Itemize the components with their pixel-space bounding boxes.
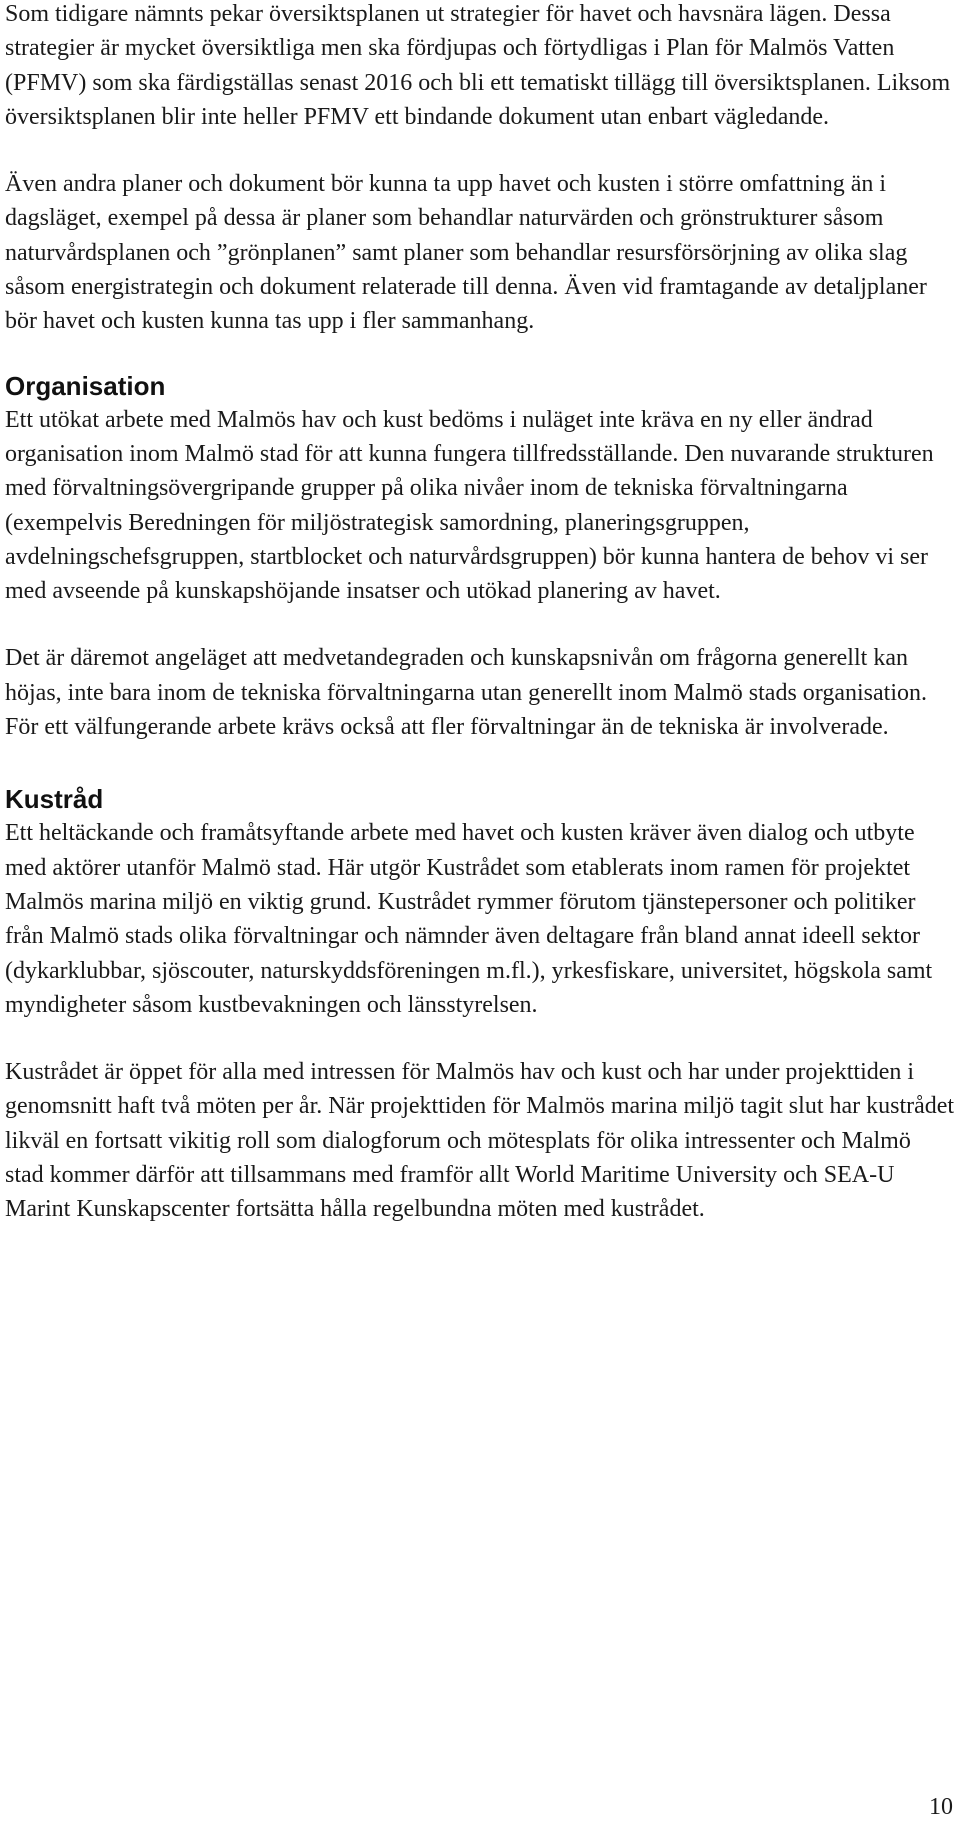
paragraph-kustrad-1: Ett heltäckande och framåtsyftande arbete med havet och kusten kräver även dialog och utbyte med aktörer utanför Malmö stad. Här utgör Kustrådet som etablerats inom ramen för projektet Malmös marina miljö en viktig grund. Kustrådet rymmer förutom tjänstepersoner och politiker från Malmö stads olika förvaltningar och nämnder även deltagare från bland annat ideell sektor (dykarklubbar, sjöscouter, naturskyddsföreningen m.fl.), yrkesfiskare, universitet, högskola samt myndigheter såsom kustbevakningen och länsstyrelsen. (5, 820, 933, 1018)
paragraph-intro-2: Även andra planer och dokument bör kunna ta upp havet och kusten i större omfattning än i dagsläget, exempel på dessa är planer som behandlar naturvärden och grönstrukturer såsom naturvårdsplanen och ”grönplanen” samt planer som behandlar resursförsörjning av olika slag såsom energistrategin och dokument relaterade till denna. Även vid framtagande av detaljplaner bör havet och kusten kunna tas upp i fler sammanhang. (5, 171, 927, 335)
document-page (5, 0, 955, 1227)
paragraph-kustrad-2: Kustrådet är öppet för alla med intressen för Malmös hav och kust och har under projekttiden i genomsnitt haft två möten per år. När projekttiden för Malmös marina miljö tagit slut har kustrådet likväl en fortsatt vikitig roll som dialogforum och mötesplats för olika intressenter och Malmö stad kommer därför att tillsammans med framför allt World Maritime University och SEA-U Marint Kunskapscenter fortsätta hålla regelbundna möten med kustrådet. (5, 1059, 955, 1223)
paragraph-intro-1: Som tidigare nämnts pekar översiktsplanen ut strategier för havet och havsnära lägen. Dessa strategier är mycket översiktliga men ska fördjupas och förtydligas i Plan för Malmös Vatten (PFMV) som ska färdigställas senast 2016 och bli ett tematiskt tillägg till översiktsplanen. Liksom översiktsplanen blir inte heller PFMV ett bindande dokument utan enbart vägledande. (5, 1, 951, 130)
paragraph-organisation-2: Det är däremot angeläget att medvetandegraden och kunskapsnivån om frågorna generellt kan höjas, inte bara inom de tekniska förvaltningarna utan generellt inom Malmö stads organisation. För ett välfungerande arbete krävs också att fler förvaltningar än de tekniska är involverade. (5, 645, 927, 741)
heading-organisation: Organisation (5, 370, 166, 401)
paragraph-organisation-1: Ett utökat arbete med Malmös hav och kust bedöms i nuläget inte kräva en ny eller ändrad organisation inom Malmö stad för att kunna fungera tillfredsställande. Den nuvarande strukturen med förvaltningsövergripande grupper på olika nivåer inom de tekniska förvaltningarna (exempelvis Beredningen för miljöstrategisk samordning, planeringsgruppen, avdelningschefsgruppen, startblocket och naturvårdsgruppen) bör kunna hantera de behov vi ser med avseende på kunskapshöjande insatser och utökad planering av havet. (5, 406, 934, 605)
heading-kustrad: Kustråd (5, 784, 104, 815)
page-number: 10 (929, 1794, 953, 1820)
